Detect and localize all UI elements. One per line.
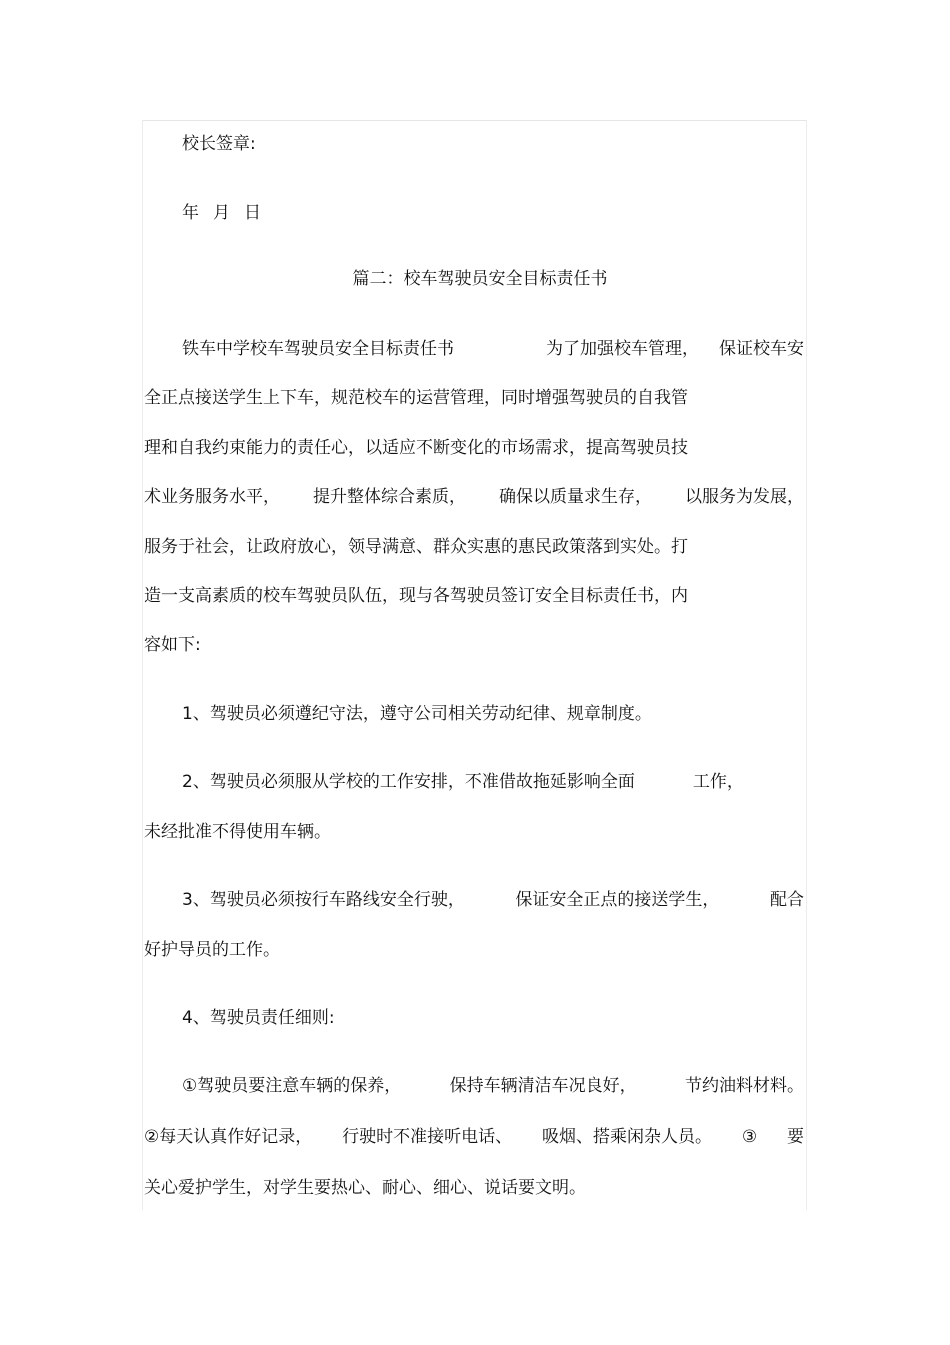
- date-month: 月: [213, 203, 230, 223]
- date-day: 日: [244, 203, 261, 223]
- item-3-line-1: [182, 889, 804, 911]
- intro-line-7: 容如下:: [144, 635, 201, 655]
- intro-text: 以服务为发展，: [685, 487, 804, 507]
- item-1: 1、驾驶员必须遵纪守法，遵守公司相关劳动纪律、规章制度。: [182, 704, 652, 724]
- intro-text: 为了加强校车管理，: [546, 339, 699, 359]
- section-title: 篇二：校车驾驶员安全目标责任书: [352, 269, 608, 289]
- item-2-line-2: 未经批准不得使用车辆。: [144, 822, 331, 842]
- item-text: 保证安全正点的接送学生，: [515, 890, 720, 910]
- rule-line-3: 关心爱护学生，对学生要热心、耐心、细心、说话要文明。: [144, 1178, 586, 1198]
- intro-text: 提升整体综合素质，: [313, 487, 466, 507]
- item-text: 3、驾驶员必须按行车路线安全行驶，: [182, 890, 465, 910]
- intro-text: 确保以质量求生存，: [499, 487, 652, 507]
- item-text: 工作，: [692, 772, 744, 792]
- intro-text: 铁车中学校车驾驶员安全目标责任书: [182, 339, 454, 359]
- intro-line-1: [182, 338, 804, 360]
- intro-line-2: 全正点接送学生上下车，规范校车的运营管理，同时增强驾驶员的自我管: [144, 388, 688, 408]
- principal-signature-label: 校长签章:: [182, 134, 256, 154]
- item-4: 4、驾驶员责任细则:: [182, 1008, 335, 1028]
- intro-line-4: [144, 486, 804, 508]
- rule-text: ①驾驶员要注意车辆的保养，: [182, 1076, 402, 1096]
- intro-line-6: 造一支高素质的校车驾驶员队伍，现与各驾驶员签订安全目标责任书，内: [144, 586, 688, 606]
- intro-line-5: 服务于社会，让政府放心，领导满意、群众实惠的惠民政策落到实处。打: [144, 537, 688, 557]
- intro-line-3: 理和自我约束能力的责任心，以适应不断变化的市场需求，提高驾驶员技: [144, 438, 688, 458]
- intro-text: 保证校车安: [719, 339, 804, 359]
- item-text: 2、驾驶员必须服从学校的工作安排，不准借故拖延影响全面: [182, 772, 635, 792]
- rule-text: ③: [741, 1127, 758, 1147]
- rule-text: 要: [787, 1127, 804, 1147]
- signature-date: [182, 202, 804, 224]
- rule-text: 节约油料材料。: [685, 1076, 804, 1096]
- item-text: 配合: [769, 890, 804, 910]
- rule-text: ②每天认真作好记录，: [144, 1127, 313, 1147]
- item-2-line-1: [182, 771, 804, 793]
- rule-text: 吸烟、搭乘闲杂人员。: [542, 1127, 712, 1147]
- intro-text: 术业务服务水平，: [144, 487, 280, 507]
- date-year: 年: [182, 203, 199, 223]
- rule-line-2: [144, 1126, 804, 1148]
- item-3-line-2: 好护导员的工作。: [144, 940, 280, 960]
- rule-text: 保持车辆清洁车况良好，: [449, 1076, 637, 1096]
- rule-line-1: [182, 1075, 804, 1097]
- rule-text: 行驶时不准接听电话、: [342, 1127, 513, 1147]
